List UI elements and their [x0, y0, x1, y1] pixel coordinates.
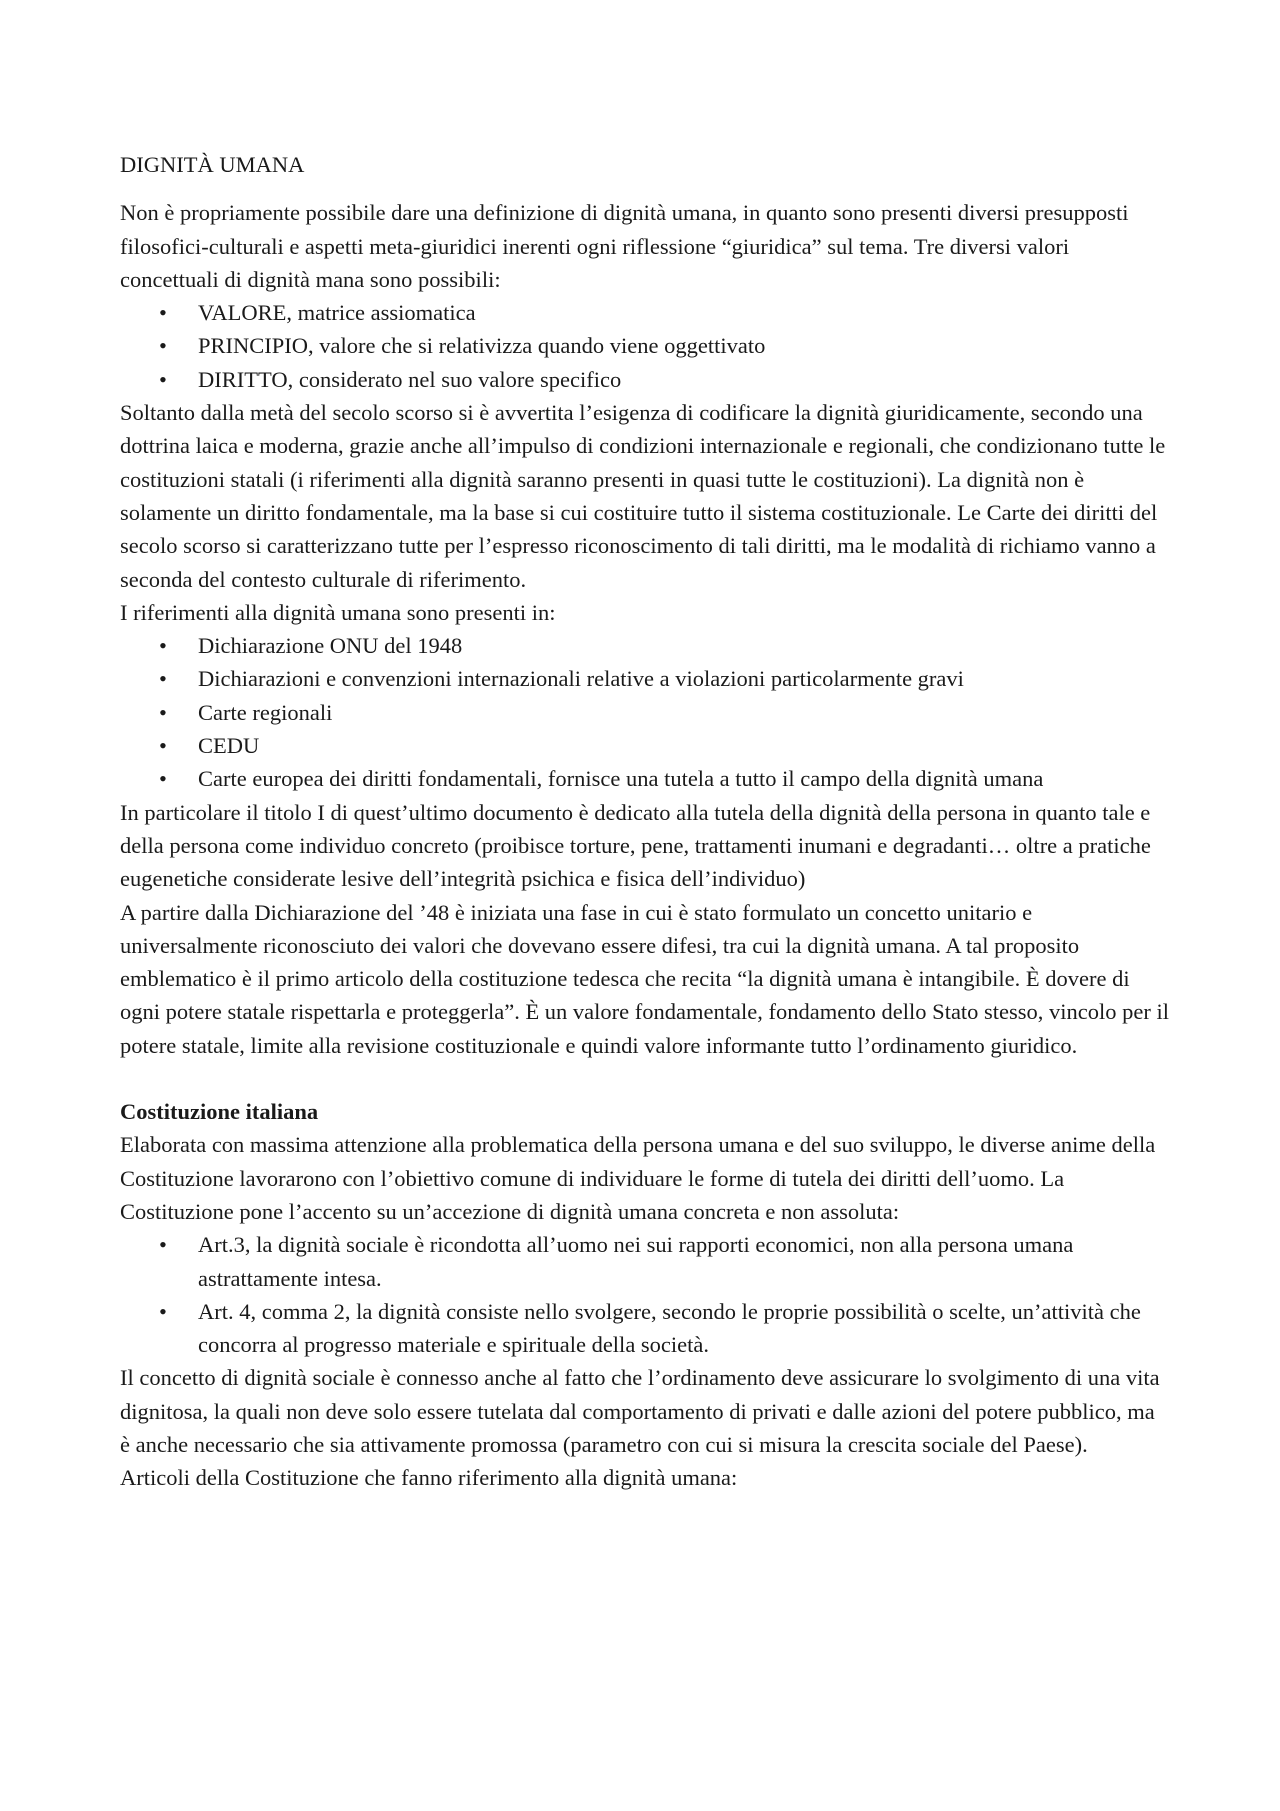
section-paragraph-3: Articoli della Costituzione che fanno riferimento alla dignità umana: [120, 1465, 738, 1491]
list-item: • PRINCIPIO, valore che si relativizza quando viene oggettivato [120, 329, 1170, 362]
list-item: • Dichiarazione ONU del 1948 [120, 629, 1170, 662]
articles-list [120, 1228, 1170, 1361]
intro-paragraph-3: I riferimenti alla dignità umana sono presenti in: [120, 599, 556, 625]
list-item: • Art. 4, comma 2, la dignità consiste nello svolgere, secondo le proprie possibilità o scelte, un’attività che concorra al progresso materiale e spirituale della società. [120, 1295, 1170, 1362]
intro-paragraph-5: A partire dalla Dichiarazione del ’48 è iniziata una fase in cui è stato formulato un concetto unitario e universalmente riconosciuto dei valori che dovevano essere difesi, tra cui la dignità umana. A tal proposito emblematico è il primo articolo della costituzione tedesca che recita “la dignità umana è intangibile. È dovere di ogni potere statale rispettarla e proteggerla”. È un valore fondamentale, fondamento dello Stato stesso, vincolo per il potere statale, limite alla revisione costituzionale e quindi valore informante tutto l’ordinamento giuridico. [120, 899, 1170, 1058]
intro-paragraph-2: Soltanto dalla metà del secolo scorso si è avvertita l’esigenza di codificare la dignità giuridicamente, secondo una dottrina laica e moderna, grazie anche all’impulso di condizioni internazionale e regionali, che condizionano tutte le costituzioni statali (i riferimenti alla dignità saranno presenti in quasi tutte le costituzioni). La dignità non è solamente un diritto fondamentale, ma la base si cui costituire tutto il sistema costituzionale. Le Carte dei diritti del secolo scorso si caratterizzano tutte per l’espresso riconoscimento di tali diritti, ma le modalità di richiamo vanno a seconda del contesto culturale di riferimento. [120, 400, 1166, 592]
list-item: • Carte regionali [120, 696, 1170, 729]
references-list [120, 629, 1170, 795]
section-paragraph-2: Il concetto di dignità sociale è connesso anche al fatto che l’ordinamento deve assicurare lo svolgimento di una vita dignitosa, la quali non deve solo essere tutelata dal comportamento di privati e dalle azioni del potere pubblico, ma è anche necessario che sia attivamente promossa (parametro con cui si misura la crescita sociale del Paese). [120, 1365, 1160, 1457]
intro-paragraph-1: Non è propriamente possibile dare una definizione di dignità umana, in quanto sono presenti diversi presupposti filosofici-culturali e aspetti meta-giuridici inerenti ogni riflessione “giuridica” sul tema. Tre diversi valori concettuali di dignità mana sono possibili: [120, 200, 1129, 292]
list-item: • CEDU [120, 729, 1170, 762]
list-item: • VALORE, matrice assiomatica [120, 296, 1170, 329]
list-item: • DIRITTO, considerato nel suo valore specifico [120, 363, 1170, 396]
document-title: DIGNITÀ UMANA [120, 152, 305, 177]
intro-paragraph-4: In particolare il titolo I di quest’ultimo documento è dedicato alla tutela della dignità della persona in quanto tale e della persona come individuo concreto (proibisce torture, pene, trattamenti inumani e degradanti… oltre a pratiche eugenetiche considerate lesive dell’integrità psichica e fisica dell’individuo) [120, 799, 1151, 892]
section-heading: Costituzione italiana [120, 1099, 319, 1125]
values-list [120, 296, 1170, 396]
list-item: • Carte europea dei diritti fondamentali, fornisce una tutela a tutto il campo della dignità umana [120, 762, 1170, 795]
document-page [120, 148, 1170, 1495]
list-item: • Art.3, la dignità sociale è ricondotta all’uomo nei sui rapporti economici, non alla persona umana astrattamente intesa. [120, 1228, 1170, 1295]
section-paragraph-1: Elaborata con massima attenzione alla problematica della persona umana e del suo sviluppo, le diverse anime della Costituzione lavorarono con l’obiettivo comune di individuare le forme di tutela dei diritti dell’uomo. La Costituzione pone l’accento su un’accezione di dignità umana concreta e non assoluta: [120, 1132, 1156, 1224]
paragraph-spacer [120, 1062, 1170, 1095]
list-item: • Dichiarazioni e convenzioni internazionali relative a violazioni particolarmente gravi [120, 662, 1170, 695]
